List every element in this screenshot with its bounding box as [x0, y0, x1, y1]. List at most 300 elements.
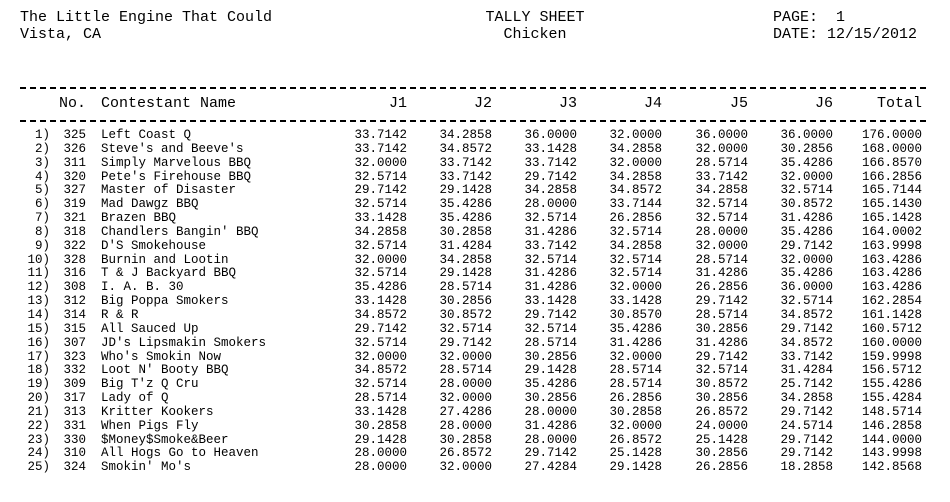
date-label: DATE:	[773, 26, 819, 43]
contestant-no-cell: 310	[63, 446, 86, 461]
j1-score-cell: 30.2858	[354, 418, 407, 433]
j4-score-cell: 35.4286	[609, 321, 662, 336]
j1-score-cell: 32.5714	[354, 335, 407, 350]
rank-cell: 13)	[27, 294, 50, 309]
contestant-name-cell: $Money$Smoke&Beer	[101, 432, 229, 447]
header-divider	[20, 120, 926, 122]
contestant-no-cell: 332	[63, 363, 86, 378]
j3-score-cell: 31.4286	[524, 266, 577, 281]
table-row	[0, 281, 950, 295]
contestant-name-cell: Brazen BBQ	[101, 211, 177, 226]
contestant-name-cell: Left Coast Q	[101, 128, 192, 142]
rank-cell: 23)	[27, 432, 50, 447]
contestant-name-cell: Big Poppa Smokers	[101, 294, 229, 309]
contestant-name-cell: Steve's and Beeve's	[101, 141, 244, 156]
col-j2-header: J2	[473, 95, 492, 112]
j5-score-cell: 32.5714	[695, 197, 748, 212]
total-score-cell: 165.1430	[861, 197, 922, 212]
contestant-no-cell: 320	[63, 169, 86, 184]
contestant-no-cell: 324	[63, 460, 86, 475]
contestant-no-cell: 314	[63, 307, 86, 322]
j3-score-cell: 32.5714	[524, 211, 577, 226]
rank-cell: 20)	[27, 391, 50, 406]
j6-score-cell: 32.0000	[780, 252, 833, 267]
j2-score-cell: 33.7142	[439, 169, 492, 184]
contestant-no-cell: 307	[63, 335, 86, 350]
total-score-cell: 164.0002	[861, 224, 922, 239]
total-score-cell: 163.4286	[861, 266, 922, 281]
table-row	[0, 143, 950, 157]
j5-score-cell: 26.2856	[695, 280, 748, 295]
j5-score-cell: 29.7142	[695, 349, 748, 364]
j6-score-cell: 32.0000	[780, 169, 833, 184]
j6-score-cell: 25.7142	[780, 377, 833, 392]
j5-score-cell: 30.2856	[695, 391, 748, 406]
j2-score-cell: 32.0000	[439, 460, 492, 475]
j4-score-cell: 31.4286	[609, 335, 662, 350]
j5-score-cell: 31.4286	[695, 335, 748, 350]
j1-score-cell: 32.5714	[354, 266, 407, 281]
j2-score-cell: 28.0000	[439, 418, 492, 433]
j1-score-cell: 32.5714	[354, 197, 407, 212]
contestant-no-cell: 323	[63, 349, 86, 364]
col-j3-header: J3	[558, 95, 577, 112]
j2-score-cell: 26.8572	[439, 446, 492, 461]
contestant-name-cell: I. A. B. 30	[101, 280, 184, 295]
contestant-name-cell: Smokin' Mo's	[101, 460, 192, 475]
j1-score-cell: 28.0000	[354, 460, 407, 475]
j5-score-cell: 32.0000	[695, 238, 748, 253]
j4-score-cell: 33.1428	[609, 294, 662, 309]
j2-score-cell: 35.4286	[439, 211, 492, 226]
j4-score-cell: 33.7144	[609, 197, 662, 212]
j3-score-cell: 33.1428	[524, 294, 577, 309]
contestant-no-cell: 308	[63, 280, 86, 295]
date-value: 12/15/2012	[827, 26, 918, 43]
j4-score-cell: 32.0000	[609, 128, 662, 142]
table-row	[0, 309, 950, 323]
j6-score-cell: 30.2856	[780, 141, 833, 156]
j3-score-cell: 33.1428	[524, 141, 577, 156]
total-score-cell: 155.4284	[861, 391, 922, 406]
j5-score-cell: 25.1428	[695, 432, 748, 447]
page-label: PAGE:	[773, 9, 819, 26]
contestant-name-cell: Burnin and Lootin	[101, 252, 229, 267]
rank-cell: 2)	[34, 141, 50, 156]
j1-score-cell: 33.1428	[354, 404, 407, 419]
contestant-name-cell: All Hogs Go to Heaven	[101, 446, 259, 461]
contestant-name-cell: Lady of Q	[101, 391, 169, 406]
contestant-name-cell: All Sauced Up	[101, 321, 199, 336]
j6-score-cell: 30.8572	[780, 197, 833, 212]
j6-score-cell: 34.2858	[780, 391, 833, 406]
contestant-name-cell: JD's Lipsmakin Smokers	[101, 335, 267, 350]
j3-score-cell: 28.5714	[524, 335, 577, 350]
j1-score-cell: 34.8572	[354, 307, 407, 322]
j4-score-cell: 32.5714	[609, 266, 662, 281]
table-row	[0, 420, 950, 434]
j5-score-cell: 28.5714	[695, 307, 748, 322]
j4-score-cell: 32.0000	[609, 349, 662, 364]
page-line	[773, 9, 917, 26]
j6-score-cell: 36.0000	[780, 280, 833, 295]
total-score-cell: 156.5712	[861, 363, 922, 378]
table-row	[0, 157, 950, 171]
total-score-cell: 142.8568	[861, 460, 922, 475]
contestant-name-cell: Who's Smokin Now	[101, 349, 222, 364]
contestant-name-cell: D'S Smokehouse	[101, 238, 207, 253]
contestant-no-cell: 325	[63, 128, 86, 142]
j3-score-cell: 35.4286	[524, 377, 577, 392]
contestant-no-cell: 309	[63, 377, 86, 392]
title-block	[440, 9, 630, 43]
total-score-cell: 144.0000	[861, 432, 922, 447]
j1-score-cell: 29.7142	[354, 183, 407, 198]
org-location: Vista, CA	[20, 26, 102, 43]
contestant-name-cell: Master of Disaster	[101, 183, 237, 198]
j3-score-cell: 29.1428	[524, 363, 577, 378]
j3-score-cell: 33.7142	[524, 155, 577, 170]
contestant-no-cell: 312	[63, 294, 86, 309]
j6-score-cell: 29.7142	[780, 404, 833, 419]
j1-score-cell: 32.0000	[354, 252, 407, 267]
sheet-title: TALLY SHEET	[485, 9, 585, 26]
contestant-no-cell: 328	[63, 252, 86, 267]
j3-score-cell: 32.5714	[524, 321, 577, 336]
j3-score-cell: 31.4286	[524, 224, 577, 239]
table-row	[0, 254, 950, 268]
j3-score-cell: 28.0000	[524, 432, 577, 447]
col-j1-header: J1	[388, 95, 407, 112]
total-score-cell: 161.1428	[861, 307, 922, 322]
j1-score-cell: 35.4286	[354, 280, 407, 295]
j4-score-cell: 26.2856	[609, 211, 662, 226]
contestant-no-cell: 318	[63, 224, 86, 239]
j1-score-cell: 28.5714	[354, 391, 407, 406]
column-header-row	[0, 95, 950, 115]
j6-score-cell: 32.5714	[780, 294, 833, 309]
contestant-name-cell: Simply Marvelous BBQ	[101, 155, 252, 170]
j2-score-cell: 34.2858	[439, 128, 492, 142]
contestant-name-cell: Mad Dawgz BBQ	[101, 197, 199, 212]
j1-score-cell: 33.1428	[354, 211, 407, 226]
rank-cell: 12)	[27, 280, 50, 295]
j2-score-cell: 31.4284	[439, 238, 492, 253]
j3-score-cell: 32.5714	[524, 252, 577, 267]
j1-score-cell: 29.7142	[354, 321, 407, 336]
j5-score-cell: 26.8572	[695, 404, 748, 419]
j1-score-cell: 28.0000	[354, 446, 407, 461]
contestant-name-cell: T & J Backyard BBQ	[101, 266, 237, 281]
contestant-name-cell: Pete's Firehouse BBQ	[101, 169, 252, 184]
j4-score-cell: 34.2858	[609, 141, 662, 156]
contestant-name-cell: R & R	[101, 307, 139, 322]
rank-cell: 17)	[27, 349, 50, 364]
total-score-cell: 166.8570	[861, 155, 922, 170]
contestant-no-cell: 322	[63, 238, 86, 253]
rank-cell: 3)	[34, 155, 50, 170]
j3-score-cell: 34.2858	[524, 183, 577, 198]
j4-score-cell: 28.5714	[609, 377, 662, 392]
j6-score-cell: 34.8572	[780, 307, 833, 322]
total-score-cell: 148.5714	[861, 404, 922, 419]
rank-cell: 8)	[34, 224, 50, 239]
j5-score-cell: 31.4286	[695, 266, 748, 281]
j6-score-cell: 29.7142	[780, 321, 833, 336]
j6-score-cell: 35.4286	[780, 266, 833, 281]
j3-score-cell: 33.7142	[524, 238, 577, 253]
page-info-block	[773, 9, 917, 43]
table-row	[0, 184, 950, 198]
j2-score-cell: 34.8572	[439, 141, 492, 156]
contestant-no-cell: 316	[63, 266, 86, 281]
table-row	[0, 295, 950, 309]
rank-cell: 22)	[27, 418, 50, 433]
j6-score-cell: 35.4286	[780, 155, 833, 170]
j6-score-cell: 24.5714	[780, 418, 833, 433]
j4-score-cell: 26.8572	[609, 432, 662, 447]
j1-score-cell: 33.7142	[354, 128, 407, 142]
j4-score-cell: 28.5714	[609, 363, 662, 378]
j3-score-cell: 30.2856	[524, 349, 577, 364]
col-j6-header: J6	[814, 95, 833, 112]
j3-score-cell: 31.4286	[524, 418, 577, 433]
j1-score-cell: 34.8572	[354, 363, 407, 378]
j2-score-cell: 30.2858	[439, 432, 492, 447]
j5-score-cell: 32.5714	[695, 211, 748, 226]
table-row	[0, 198, 950, 212]
table-row	[0, 351, 950, 365]
j5-score-cell: 28.5714	[695, 252, 748, 267]
j6-score-cell: 32.5714	[780, 183, 833, 198]
j5-score-cell: 30.2856	[695, 446, 748, 461]
j5-score-cell: 29.7142	[695, 294, 748, 309]
j1-score-cell: 32.5714	[354, 169, 407, 184]
rank-cell: 14)	[27, 307, 50, 322]
j1-score-cell: 32.5714	[354, 238, 407, 253]
total-score-cell: 146.2858	[861, 418, 922, 433]
j4-score-cell: 29.1428	[609, 460, 662, 475]
j4-score-cell: 32.0000	[609, 155, 662, 170]
j6-score-cell: 35.4286	[780, 224, 833, 239]
j2-score-cell: 35.4286	[439, 197, 492, 212]
j5-score-cell: 26.2856	[695, 460, 748, 475]
table-row	[0, 226, 950, 240]
table-row	[0, 434, 950, 448]
j3-score-cell: 28.0000	[524, 404, 577, 419]
contestant-no-cell: 313	[63, 404, 86, 419]
j3-score-cell: 30.2856	[524, 391, 577, 406]
org-name: The Little Engine That Could	[20, 9, 273, 26]
j5-score-cell: 32.0000	[695, 141, 748, 156]
j1-score-cell: 29.1428	[354, 432, 407, 447]
j4-score-cell: 34.8572	[609, 183, 662, 198]
contestant-no-cell: 331	[63, 418, 86, 433]
j4-score-cell: 32.5714	[609, 252, 662, 267]
j1-score-cell: 32.0000	[354, 349, 407, 364]
table-row	[0, 337, 950, 351]
org-block	[20, 9, 272, 43]
j1-score-cell: 33.1428	[354, 294, 407, 309]
rank-cell: 5)	[34, 183, 50, 198]
total-score-cell: 160.5712	[861, 321, 922, 336]
rank-cell: 18)	[27, 363, 50, 378]
table-row	[0, 323, 950, 337]
contestant-no-cell: 319	[63, 197, 86, 212]
contestant-no-cell: 315	[63, 321, 86, 336]
contestant-no-cell: 326	[63, 141, 86, 156]
rank-cell: 16)	[27, 335, 50, 350]
j3-score-cell: 28.0000	[524, 197, 577, 212]
j4-score-cell: 34.2858	[609, 238, 662, 253]
category-name: Chicken	[503, 26, 567, 43]
j3-score-cell: 27.4284	[524, 460, 577, 475]
j6-score-cell: 31.4286	[780, 211, 833, 226]
j2-score-cell: 29.1428	[439, 266, 492, 281]
total-score-cell: 143.9998	[861, 446, 922, 461]
rank-cell: 10)	[27, 252, 50, 267]
table-row	[0, 406, 950, 420]
j2-score-cell: 33.7142	[439, 155, 492, 170]
total-score-cell: 163.4286	[861, 280, 922, 295]
page-number: 1	[836, 9, 846, 26]
rank-cell: 24)	[27, 446, 50, 461]
contestant-name-cell: Big T'z Q Cru	[101, 377, 199, 392]
j4-score-cell: 30.2858	[609, 404, 662, 419]
rank-cell: 19)	[27, 377, 50, 392]
rank-cell: 4)	[34, 169, 50, 184]
total-score-cell: 163.9998	[861, 238, 922, 253]
rank-cell: 7)	[34, 211, 50, 226]
j4-score-cell: 32.5714	[609, 224, 662, 239]
date-line	[773, 26, 917, 43]
j2-score-cell: 28.5714	[439, 363, 492, 378]
j3-score-cell: 36.0000	[524, 128, 577, 142]
j5-score-cell: 33.7142	[695, 169, 748, 184]
top-divider	[20, 87, 926, 89]
total-score-cell: 165.1428	[861, 211, 922, 226]
table-row	[0, 392, 950, 406]
total-score-cell: 166.2856	[861, 169, 922, 184]
total-score-cell: 176.0000	[861, 128, 922, 142]
contestant-name-cell: Chandlers Bangin' BBQ	[101, 224, 259, 239]
rank-cell: 6)	[34, 197, 50, 212]
contestant-no-cell: 321	[63, 211, 86, 226]
j6-score-cell: 29.7142	[780, 446, 833, 461]
j6-score-cell: 29.7142	[780, 238, 833, 253]
table-row	[0, 267, 950, 281]
j5-score-cell: 30.2856	[695, 321, 748, 336]
table-row	[0, 378, 950, 392]
total-score-cell: 168.0000	[861, 141, 922, 156]
col-j4-header: J4	[643, 95, 662, 112]
j6-score-cell: 34.8572	[780, 335, 833, 350]
j6-score-cell: 36.0000	[780, 128, 833, 142]
j3-score-cell: 31.4286	[524, 280, 577, 295]
j4-score-cell: 34.2858	[609, 169, 662, 184]
rank-cell: 25)	[27, 460, 50, 475]
contestant-name-cell: Kritter Kookers	[101, 404, 214, 419]
j5-score-cell: 28.0000	[695, 224, 748, 239]
j2-score-cell: 30.2858	[439, 224, 492, 239]
table-row	[0, 171, 950, 185]
table-row	[0, 129, 950, 143]
j3-score-cell: 29.7142	[524, 446, 577, 461]
j2-score-cell: 30.2856	[439, 294, 492, 309]
j2-score-cell: 32.0000	[439, 391, 492, 406]
j6-score-cell: 33.7142	[780, 349, 833, 364]
contestant-name-cell: When Pigs Fly	[101, 418, 199, 433]
total-score-cell: 165.7144	[861, 183, 922, 198]
j4-score-cell: 32.0000	[609, 418, 662, 433]
rank-cell: 15)	[27, 321, 50, 336]
j2-score-cell: 29.7142	[439, 335, 492, 350]
table-row	[0, 212, 950, 226]
j3-score-cell: 29.7142	[524, 169, 577, 184]
j6-score-cell: 31.4284	[780, 363, 833, 378]
rank-cell: 1)	[34, 128, 50, 142]
j5-score-cell: 28.5714	[695, 155, 748, 170]
j2-score-cell: 34.2858	[439, 252, 492, 267]
j3-score-cell: 29.7142	[524, 307, 577, 322]
col-j5-header: J5	[729, 95, 748, 112]
col-name-header: Contestant Name	[101, 95, 237, 112]
j5-score-cell: 32.5714	[695, 363, 748, 378]
rank-cell: 11)	[27, 266, 50, 281]
j5-score-cell: 30.8572	[695, 377, 748, 392]
j6-score-cell: 18.2858	[780, 460, 833, 475]
total-score-cell: 155.4286	[861, 377, 922, 392]
total-score-cell: 160.0000	[861, 335, 922, 350]
total-score-cell: 163.4286	[861, 252, 922, 267]
rank-cell: 9)	[34, 238, 50, 253]
j5-score-cell: 34.2858	[695, 183, 748, 198]
j6-score-cell: 29.7142	[780, 432, 833, 447]
total-score-cell: 159.9998	[861, 349, 922, 364]
rank-cell: 21)	[27, 404, 50, 419]
col-no-header: No.	[58, 95, 86, 112]
contestant-no-cell: 327	[63, 183, 86, 198]
j4-score-cell: 25.1428	[609, 446, 662, 461]
j2-score-cell: 29.1428	[439, 183, 492, 198]
contestant-no-cell: 311	[63, 155, 86, 170]
contestant-name-cell: Loot N' Booty BBQ	[101, 363, 229, 378]
j1-score-cell: 33.7142	[354, 141, 407, 156]
j2-score-cell: 28.5714	[439, 280, 492, 295]
j2-score-cell: 27.4286	[439, 404, 492, 419]
total-score-cell: 162.2854	[861, 294, 922, 309]
j1-score-cell: 32.0000	[354, 155, 407, 170]
table-row	[0, 240, 950, 254]
contestant-no-cell: 330	[63, 432, 86, 447]
table-row	[0, 447, 950, 461]
j5-score-cell: 36.0000	[695, 128, 748, 142]
table-row	[0, 364, 950, 378]
table-row	[0, 461, 950, 475]
j2-score-cell: 32.0000	[439, 349, 492, 364]
j2-score-cell: 30.8572	[439, 307, 492, 322]
j1-score-cell: 34.2858	[354, 224, 407, 239]
contestant-no-cell: 317	[63, 391, 86, 406]
j2-score-cell: 28.0000	[439, 377, 492, 392]
j2-score-cell: 32.5714	[439, 321, 492, 336]
j1-score-cell: 32.5714	[354, 377, 407, 392]
j4-score-cell: 30.8570	[609, 307, 662, 322]
tally-table-body	[0, 129, 950, 475]
j5-score-cell: 24.0000	[695, 418, 748, 433]
col-total-header: Total	[876, 95, 922, 112]
j4-score-cell: 26.2856	[609, 391, 662, 406]
